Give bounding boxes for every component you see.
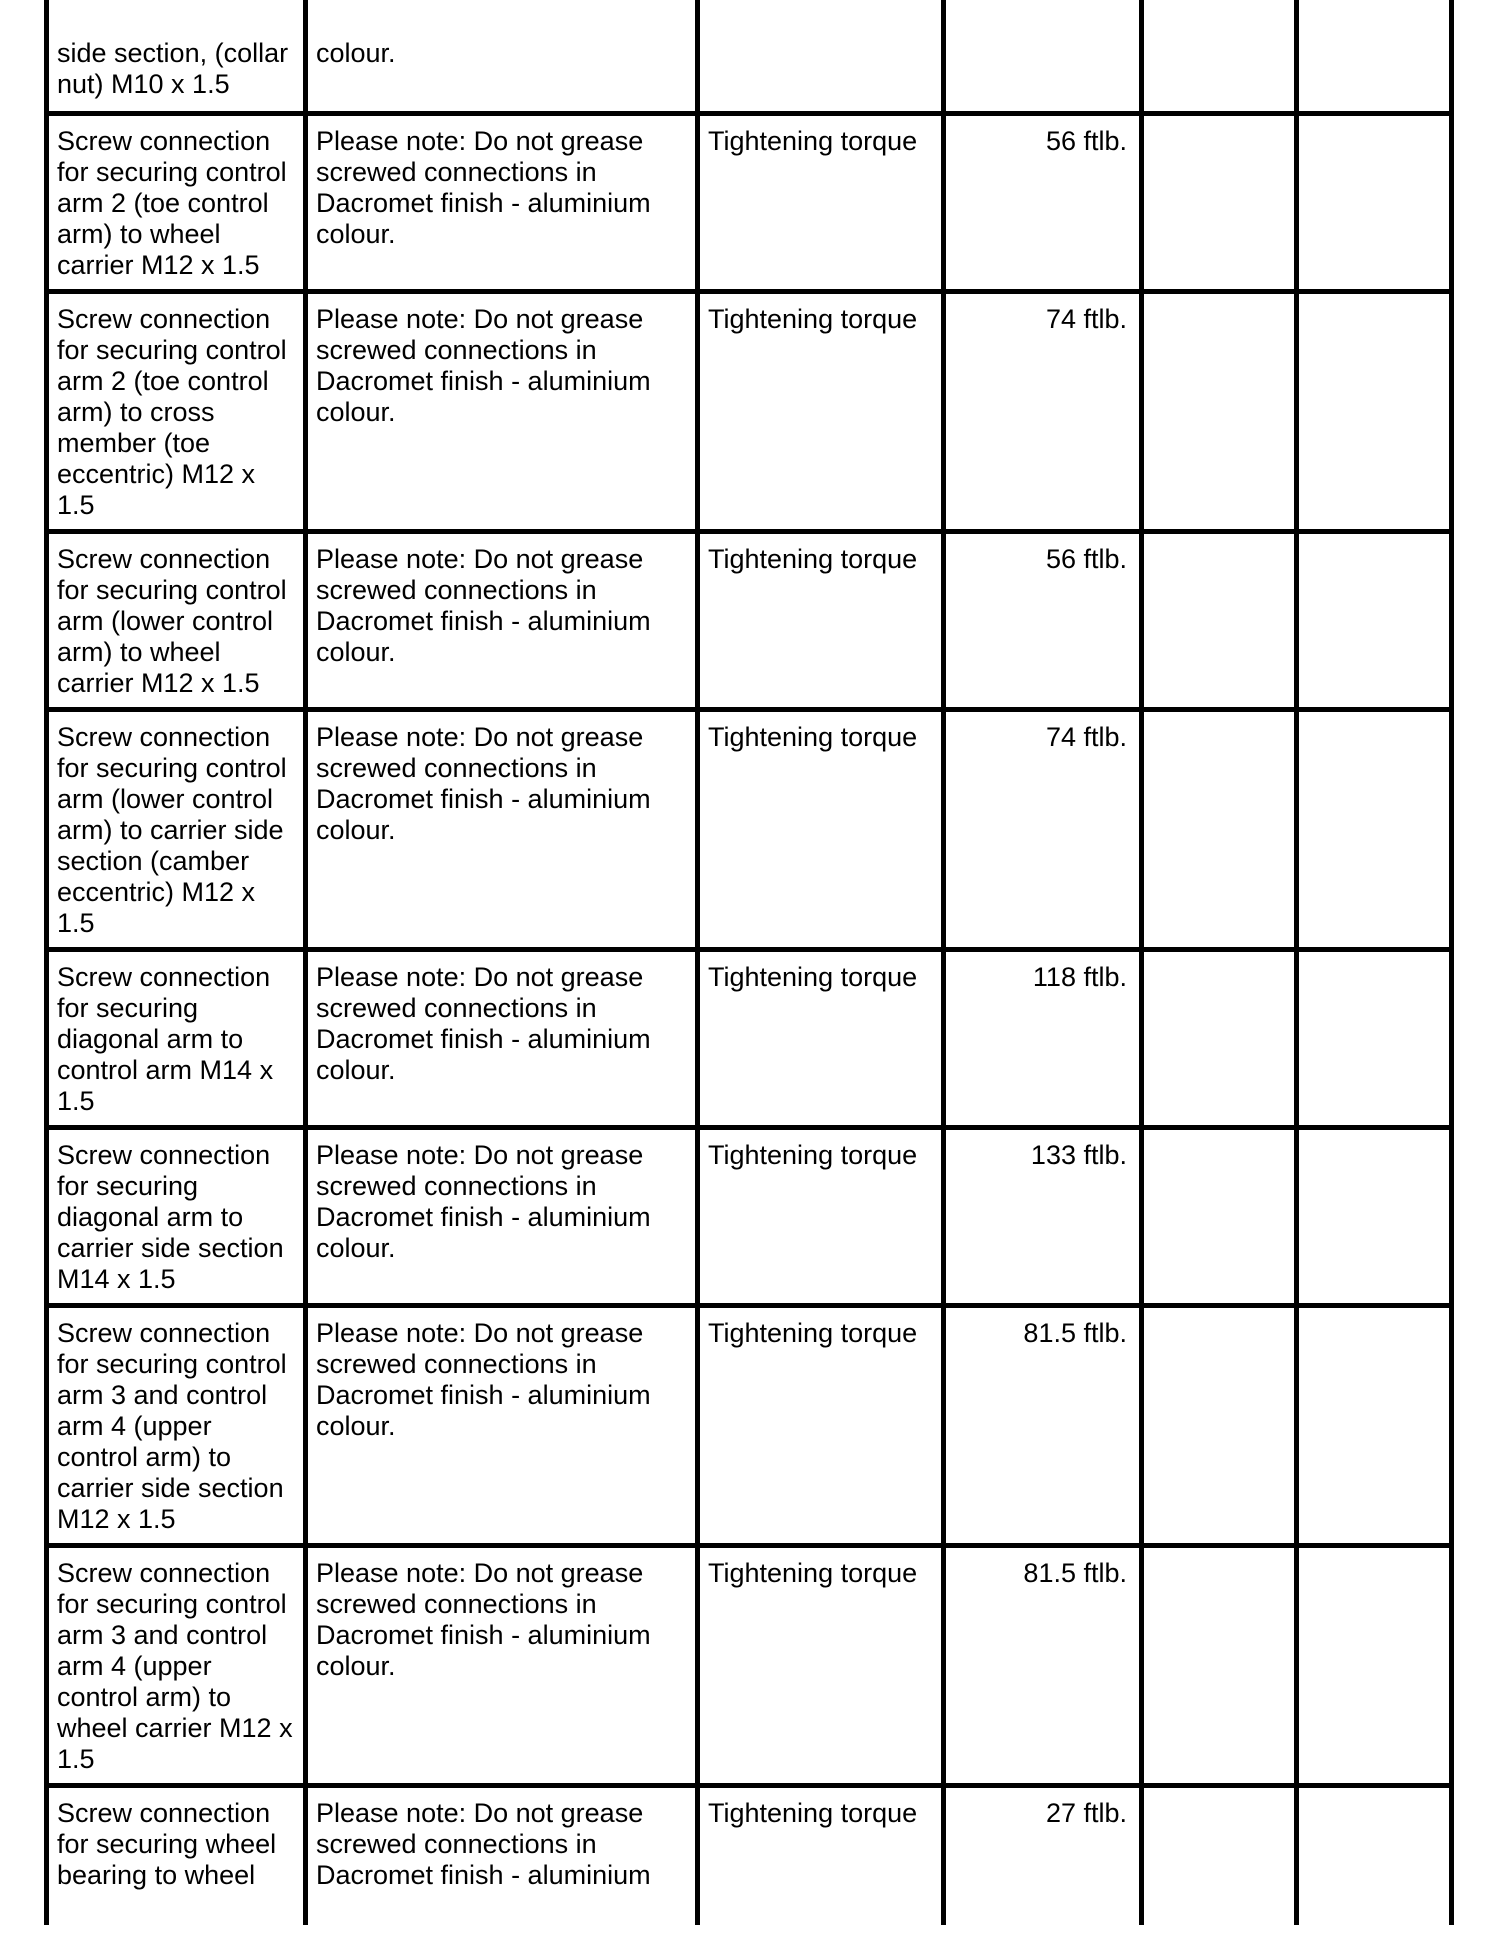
empty-cell — [1142, 291, 1297, 531]
value-cell: 27 ftlb. — [944, 1785, 1142, 1925]
table-row — [47, 291, 1452, 531]
table-row — [47, 531, 1452, 709]
component-cell: Screw connection for securing wheel bearing to wheel — [47, 1785, 306, 1925]
spec-cell: Tightening torque — [698, 949, 944, 1127]
value-cell: 133 ftlb. — [944, 1127, 1142, 1305]
spec-cell: Tightening torque — [698, 531, 944, 709]
component-cell: side section, (collar nut) M10 x 1.5 — [47, 0, 306, 113]
component-cell: Screw connection for securing control arm (lower control arm) to carrier side section (camber eccentric) M12 x 1.5 — [47, 709, 306, 949]
note-cell: Please note: Do not grease screwed connections in Dacromet finish - aluminium colour. — [306, 1545, 698, 1785]
spec-cell: Tightening torque — [698, 113, 944, 291]
empty-cell — [1142, 1127, 1297, 1305]
component-cell: Screw connection for securing control arm 3 and control arm 4 (upper control arm) to carrier side section M12 x 1.5 — [47, 1305, 306, 1545]
empty-cell — [1142, 0, 1297, 113]
value-cell: 56 ftlb. — [944, 531, 1142, 709]
note-cell: Please note: Do not grease screwed connections in Dacromet finish - aluminium colour. — [306, 1127, 698, 1305]
empty-cell — [1297, 0, 1452, 113]
empty-cell — [1297, 1785, 1452, 1925]
spec-cell: Tightening torque — [698, 1127, 944, 1305]
note-cell: colour. — [306, 0, 698, 113]
spec-cell — [698, 0, 944, 113]
note-cell: Please note: Do not grease screwed connections in Dacromet finish - aluminium — [306, 1785, 698, 1925]
value-cell: 74 ftlb. — [944, 709, 1142, 949]
spec-cell: Tightening torque — [698, 291, 944, 531]
table-row — [47, 0, 1452, 113]
empty-cell — [1297, 709, 1452, 949]
note-cell: Please note: Do not grease screwed connections in Dacromet finish - aluminium colour. — [306, 291, 698, 531]
component-cell: Screw connection for securing control arm 2 (toe control arm) to wheel carrier M12 x 1.5 — [47, 113, 306, 291]
empty-cell — [1142, 1785, 1297, 1925]
empty-cell — [1297, 949, 1452, 1127]
component-cell: Screw connection for securing control arm 3 and control arm 4 (upper control arm) to wheel carrier M12 x 1.5 — [47, 1545, 306, 1785]
component-cell: Screw connection for securing control arm 2 (toe control arm) to cross member (toe eccentric) M12 x 1.5 — [47, 291, 306, 531]
value-cell: 81.5 ftlb. — [944, 1305, 1142, 1545]
value-cell: 74 ftlb. — [944, 291, 1142, 531]
table-row — [47, 709, 1452, 949]
spec-cell: Tightening torque — [698, 1785, 944, 1925]
value-cell: 56 ftlb. — [944, 113, 1142, 291]
empty-cell — [1297, 291, 1452, 531]
table-row — [47, 113, 1452, 291]
torque-spec-table — [44, 0, 1454, 1925]
spec-cell: Tightening torque — [698, 1305, 944, 1545]
component-cell: Screw connection for securing diagonal arm to control arm M14 x 1.5 — [47, 949, 306, 1127]
empty-cell — [1297, 531, 1452, 709]
note-cell: Please note: Do not grease screwed connections in Dacromet finish - aluminium colour. — [306, 709, 698, 949]
empty-cell — [1142, 949, 1297, 1127]
empty-cell — [1142, 1545, 1297, 1785]
empty-cell — [1142, 531, 1297, 709]
note-cell: Please note: Do not grease screwed connections in Dacromet finish - aluminium colour. — [306, 113, 698, 291]
empty-cell — [1142, 113, 1297, 291]
spec-cell: Tightening torque — [698, 709, 944, 949]
value-cell: 81.5 ftlb. — [944, 1545, 1142, 1785]
component-cell: Screw connection for securing control arm (lower control arm) to wheel carrier M12 x 1.5 — [47, 531, 306, 709]
empty-cell — [1297, 1305, 1452, 1545]
empty-cell — [1297, 1545, 1452, 1785]
table-row — [47, 1305, 1452, 1545]
note-cell: Please note: Do not grease screwed connections in Dacromet finish - aluminium colour. — [306, 949, 698, 1127]
table-row — [47, 949, 1452, 1127]
empty-cell — [1297, 113, 1452, 291]
value-cell: 118 ftlb. — [944, 949, 1142, 1127]
empty-cell — [1142, 1305, 1297, 1545]
component-cell: Screw connection for securing diagonal arm to carrier side section M14 x 1.5 — [47, 1127, 306, 1305]
value-cell — [944, 0, 1142, 113]
empty-cell — [1142, 709, 1297, 949]
note-cell: Please note: Do not grease screwed connections in Dacromet finish - aluminium colour. — [306, 531, 698, 709]
table-row — [47, 1545, 1452, 1785]
spec-cell: Tightening torque — [698, 1545, 944, 1785]
table-row — [47, 1785, 1452, 1925]
note-cell: Please note: Do not grease screwed connections in Dacromet finish - aluminium colour. — [306, 1305, 698, 1545]
table-row — [47, 1127, 1452, 1305]
empty-cell — [1297, 1127, 1452, 1305]
